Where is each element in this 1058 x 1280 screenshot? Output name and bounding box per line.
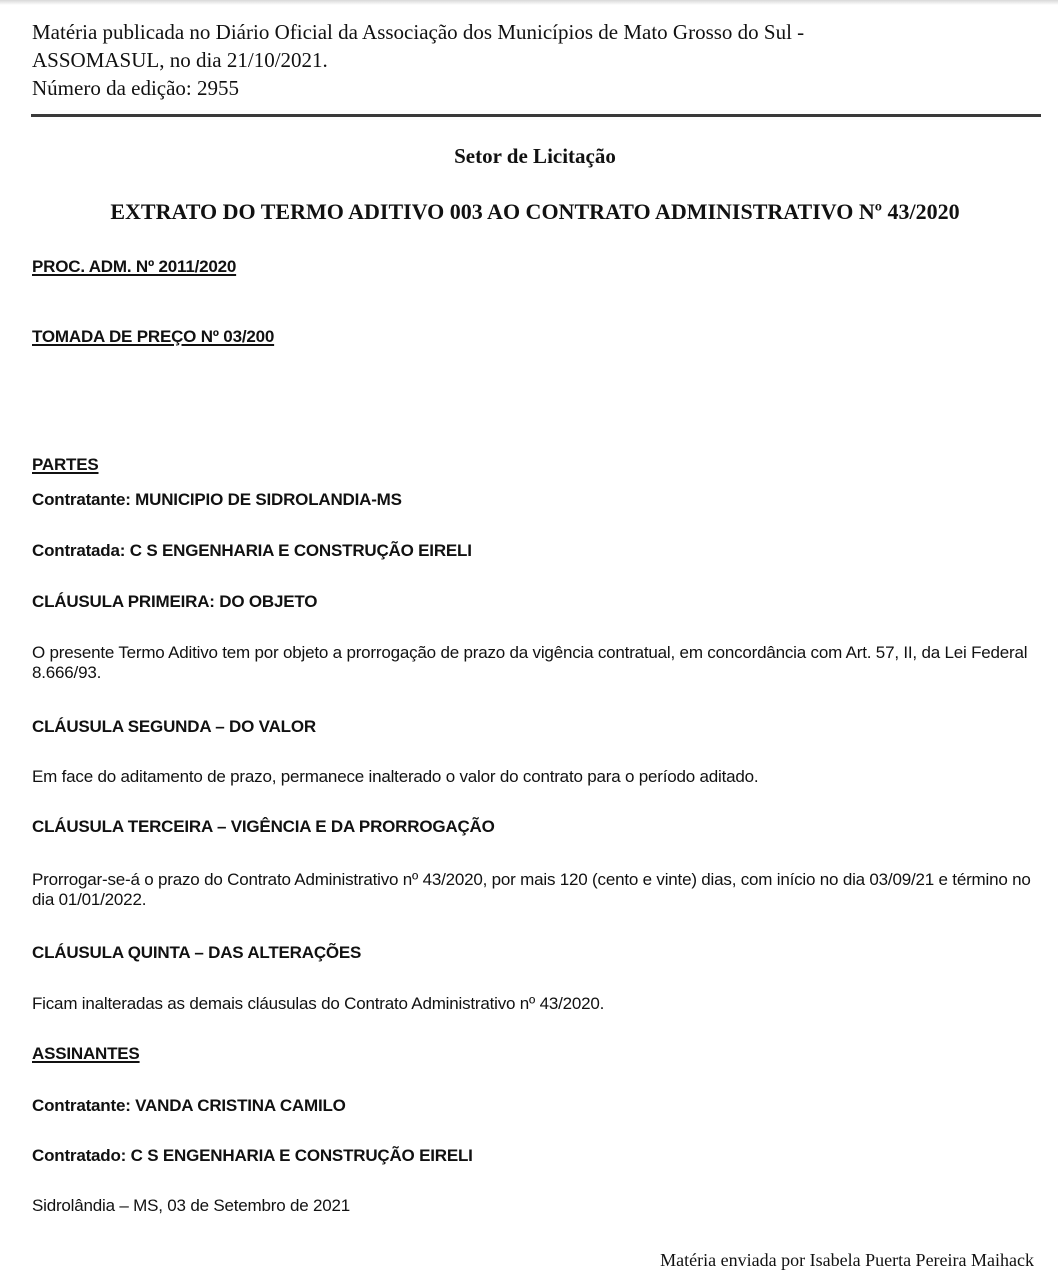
header-line-2: ASSOMASUL, no dia 21/10/2021. (32, 48, 328, 72)
tomada-de-preco-number: TOMADA DE PREÇO Nº 03/200 (32, 327, 275, 346)
header-divider (31, 114, 1041, 117)
clausula-terceira-text: Prorrogar-se-á o prazo do Contrato Administrativo nº 43/2020, por mais 120 (cento e vinte) dias, com início no dia 03/09/21 e término no dia 01/01/2022. (32, 870, 1031, 909)
proc-adm-number: PROC. ADM. Nº 2011/2020 (32, 257, 237, 276)
clausula-primeira-text: O presente Termo Aditivo tem por objeto a prorrogação de prazo da vigência contratual, em concordância com Art. 57, II, da Lei Federal 8.666/93. (32, 643, 1028, 682)
clausula-primeira-heading: CLÁUSULA PRIMEIRA: DO OBJETO (32, 592, 318, 611)
sector-title: Setor de Licitação (454, 144, 616, 168)
publication-header (32, 18, 1022, 102)
assinantes-contratado: Contratado: C S ENGENHARIA E CONSTRUÇÃO EIRELI (32, 1146, 473, 1165)
clausula-segunda-heading: CLÁUSULA SEGUNDA – DO VALOR (32, 717, 316, 736)
clausula-quinta-text: Ficam inalteradas as demais cláusulas do Contrato Administrativo nº 43/2020. (32, 994, 605, 1013)
clausula-quinta-heading: CLÁUSULA QUINTA – DAS ALTERAÇÕES (32, 943, 362, 962)
place-and-date: Sidrolândia – MS, 03 de Setembro de 2021 (32, 1196, 351, 1215)
header-line-3: Número da edição: 2955 (32, 76, 240, 100)
assinantes-contratante: Contratante: VANDA CRISTINA CAMILO (32, 1096, 346, 1115)
clausula-terceira-heading: CLÁUSULA TERCEIRA – VIGÊNCIA E DA PRORROGAÇÃO (32, 817, 495, 836)
page-top-edge (0, 0, 1058, 5)
clausula-segunda-text: Em face do aditamento de prazo, permanece inalterado o valor do contrato para o período aditado. (32, 767, 759, 786)
assinantes-heading: ASSINANTES (32, 1044, 140, 1063)
document-title: EXTRATO DO TERMO ADITIVO 003 AO CONTRATO ADMINISTRATIVO Nº 43/2020 (110, 199, 960, 224)
header-line-1: Matéria publicada no Diário Oficial da Associação dos Municípios de Mato Grosso do Sul - (32, 20, 805, 44)
sender-footer: Matéria enviada por Isabela Puerta Pereira Maihack (660, 1250, 1034, 1270)
partes-contratada: Contratada: C S ENGENHARIA E CONSTRUÇÃO EIRELI (32, 541, 472, 560)
partes-contratante: Contratante: MUNICIPIO DE SIDROLANDIA-MS (32, 490, 402, 509)
partes-heading: PARTES (32, 455, 99, 474)
